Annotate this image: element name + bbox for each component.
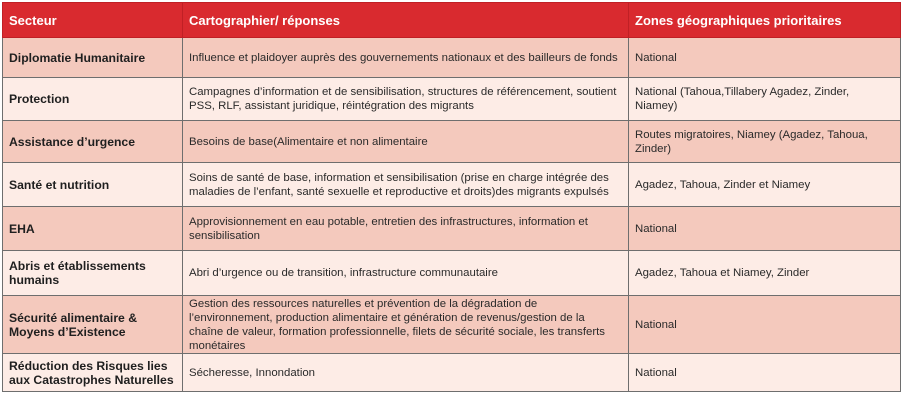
sector-cell: Abris et établissements humains <box>3 251 183 296</box>
zones-cell: Routes migratoires, Niamey (Agadez, Tahoua, Zinder) <box>629 121 901 163</box>
response-cell: Soins de santé de base, information et sensibilisation (prise en charge intégrée des maladies de l’enfant, santé sexuelle et reproductive et droits)des migrants expulsés <box>183 163 629 207</box>
zones-cell: National <box>629 38 901 78</box>
zones-cell: National (Tahoua,Tillabery Agadez, Zinder, Niamey) <box>629 78 901 121</box>
zones-cell: National <box>629 354 901 392</box>
sector-response-table <box>2 2 901 392</box>
header-response: Cartographier/ réponses <box>183 3 629 38</box>
response-cell: Campagnes d’information et de sensibilisation, structures de référencement, soutient PSS, RLF, assistant juridique, réintégration des migrants <box>183 78 629 121</box>
header-sector: Secteur <box>3 3 183 38</box>
table-row <box>3 251 901 296</box>
table-header <box>3 3 901 38</box>
header-zones: Zones géographiques prioritaires <box>629 3 901 38</box>
response-cell: Influence et plaidoyer auprès des gouvernements nationaux et des bailleurs de fonds <box>183 38 629 78</box>
sector-cell: Santé et nutrition <box>3 163 183 207</box>
response-cell: Gestion des ressources naturelles et prévention de la dégradation de l’environnement, production alimentaire et génération de revenus/gestion de la chaîne de valeur, formation professionnelle, filets de sécurité sociale, les transferts monétaires <box>183 296 629 354</box>
table-row <box>3 354 901 392</box>
zones-cell: National <box>629 296 901 354</box>
table-row <box>3 163 901 207</box>
sector-cell: Diplomatie Humanitaire <box>3 38 183 78</box>
sector-cell: Réduction des Risques lies aux Catastrophes Naturelles <box>3 354 183 392</box>
zones-cell: National <box>629 207 901 251</box>
response-cell: Abri d’urgence ou de transition, infrastructure communautaire <box>183 251 629 296</box>
response-cell: Approvisionnement en eau potable, entretien des infrastructures, information et sensibilisation <box>183 207 629 251</box>
table-body <box>3 38 901 392</box>
header-row <box>3 3 901 38</box>
table-row <box>3 207 901 251</box>
table-row <box>3 78 901 121</box>
zones-cell: Agadez, Tahoua et Niamey, Zinder <box>629 251 901 296</box>
table-row <box>3 38 901 78</box>
response-cell: Besoins de base(Alimentaire et non alimentaire <box>183 121 629 163</box>
table-row <box>3 296 901 354</box>
response-cell: Sécheresse, Innondation <box>183 354 629 392</box>
sector-cell: EHA <box>3 207 183 251</box>
zones-cell: Agadez, Tahoua, Zinder et Niamey <box>629 163 901 207</box>
sector-cell: Protection <box>3 78 183 121</box>
sector-cell: Assistance d’urgence <box>3 121 183 163</box>
table-row <box>3 121 901 163</box>
sector-cell: Sécurité alimentaire & Moyens d’Existence <box>3 296 183 354</box>
